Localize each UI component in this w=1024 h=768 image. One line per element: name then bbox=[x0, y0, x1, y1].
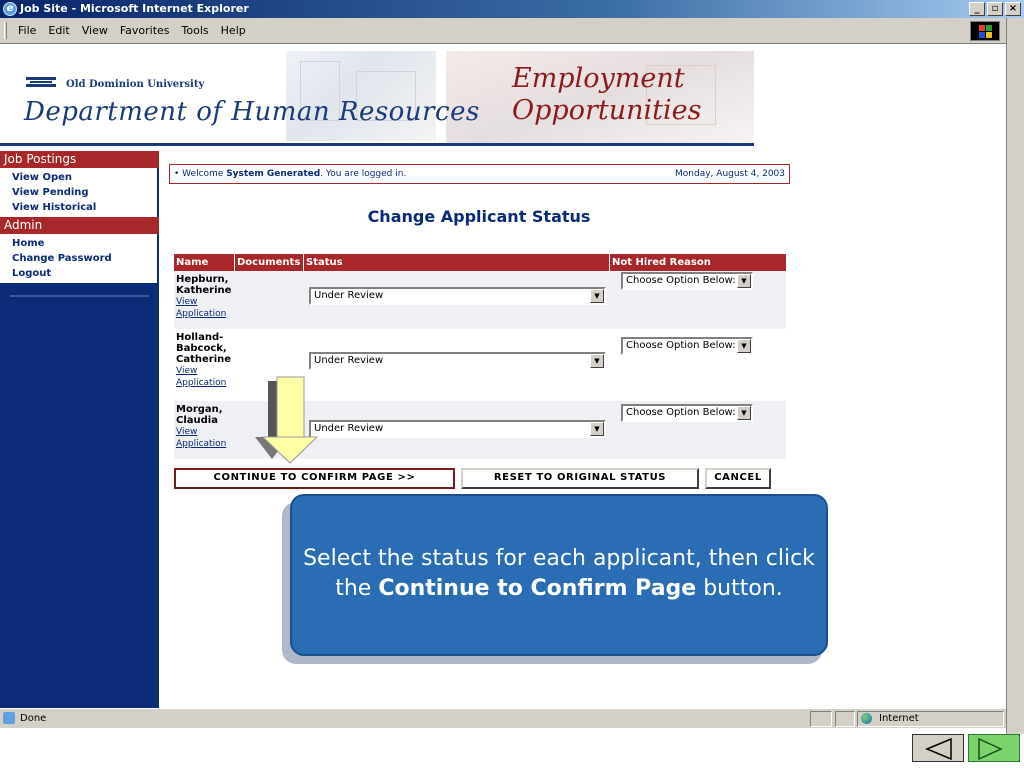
window-right-border bbox=[1006, 18, 1024, 734]
not-hired-reason-select[interactable]: Choose Option Below: ▼ bbox=[621, 404, 753, 422]
sidebar-item-change-password[interactable]: Change Password bbox=[12, 253, 112, 264]
continue-to-confirm-button[interactable]: CONTINUE TO CONFIRM PAGE >> bbox=[174, 468, 455, 489]
restore-button[interactable]: ▫ bbox=[987, 2, 1003, 16]
chevron-down-icon[interactable]: ▼ bbox=[590, 289, 604, 303]
chevron-down-icon[interactable]: ▼ bbox=[590, 354, 604, 368]
menu-file[interactable]: File bbox=[18, 24, 37, 37]
security-zone: Internet bbox=[879, 713, 919, 724]
view-application-link[interactable]: View Application bbox=[176, 297, 227, 319]
left-arrow-icon bbox=[913, 735, 965, 763]
sidebar bbox=[0, 151, 159, 708]
welcome-bar bbox=[169, 164, 790, 184]
department-name: Department of Human Resources bbox=[24, 97, 480, 127]
reset-to-original-status-button[interactable]: RESET TO ORIGINAL STATUS bbox=[461, 468, 699, 489]
next-slide-button[interactable] bbox=[968, 734, 1020, 762]
internet-zone-icon bbox=[861, 713, 872, 724]
chevron-down-icon[interactable]: ▼ bbox=[737, 406, 751, 420]
menu-help[interactable]: Help bbox=[220, 24, 246, 37]
close-button[interactable]: × bbox=[1005, 2, 1021, 16]
university-name: Old Dominion University bbox=[66, 79, 205, 90]
applicant-name: Hepburn, Katherine View Application bbox=[176, 274, 236, 320]
cancel-button[interactable]: CANCEL bbox=[705, 468, 771, 489]
not-hired-reason-select[interactable]: Choose Option Below: ▼ bbox=[621, 272, 753, 290]
not-hired-reason-select[interactable]: Choose Option Below: ▼ bbox=[621, 337, 753, 355]
header-divider bbox=[0, 143, 754, 146]
applicant-name: Holland-Babcock, Catherine View Application bbox=[176, 332, 236, 389]
admin-links bbox=[0, 234, 157, 283]
view-application-link[interactable]: View Application bbox=[176, 427, 227, 449]
minimize-button[interactable]: _ bbox=[969, 2, 985, 16]
view-application-link[interactable]: View Application bbox=[176, 366, 227, 388]
sidebar-item-view-pending[interactable]: View Pending bbox=[12, 187, 89, 198]
sidebar-heading-job-postings: Job Postings bbox=[0, 151, 159, 168]
chevron-down-icon[interactable]: ▼ bbox=[737, 339, 751, 353]
browser-viewport bbox=[0, 45, 1006, 708]
table-row bbox=[174, 271, 786, 329]
sidebar-item-logout[interactable]: Logout bbox=[12, 268, 52, 279]
toolbar-grip[interactable] bbox=[4, 22, 7, 39]
chevron-down-icon[interactable]: ▼ bbox=[737, 274, 751, 288]
sidebar-heading-admin: Admin bbox=[0, 217, 159, 234]
odu-logo-icon bbox=[26, 77, 56, 87]
instruction-callout: Select the status for each applicant, then click the Continue to Confirm Page button. bbox=[290, 494, 828, 656]
welcome-message: • Welcome System Generated. You are logged in. bbox=[174, 169, 407, 179]
status-select[interactable]: Under Review ▼ bbox=[309, 420, 606, 438]
header-photo-left bbox=[286, 51, 436, 141]
status-panel bbox=[810, 711, 832, 727]
window-title: Job Site - Microsoft Internet Explorer bbox=[20, 2, 249, 15]
menu-tools[interactable]: Tools bbox=[181, 24, 209, 37]
sidebar-item-home[interactable]: Home bbox=[12, 238, 45, 249]
menu-bar bbox=[0, 18, 1006, 44]
status-select[interactable]: Under Review ▼ bbox=[309, 287, 606, 305]
previous-slide-button[interactable] bbox=[912, 734, 964, 762]
page-done-icon bbox=[3, 712, 15, 724]
status-select[interactable]: Under Review ▼ bbox=[309, 352, 606, 370]
window-controls bbox=[969, 2, 1021, 16]
title-bar bbox=[0, 0, 1024, 18]
menu-favorites[interactable]: Favorites bbox=[119, 24, 170, 37]
sidebar-item-view-open[interactable]: View Open bbox=[12, 172, 73, 183]
right-arrow-icon bbox=[969, 735, 1015, 763]
menu-edit[interactable]: Edit bbox=[48, 24, 70, 37]
site-header bbox=[0, 45, 1006, 151]
sidebar-item-view-historical[interactable]: View Historical bbox=[12, 202, 97, 213]
table-header bbox=[174, 254, 786, 271]
column-name: Name bbox=[176, 257, 209, 268]
column-status: Status bbox=[306, 257, 343, 268]
chevron-down-icon[interactable]: ▼ bbox=[590, 422, 604, 436]
section-title: Employment Opportunities bbox=[512, 63, 702, 126]
applicant-name: Morgan, Claudia View Application bbox=[176, 404, 236, 450]
windows-logo-icon bbox=[970, 21, 1000, 41]
status-bar bbox=[0, 708, 1006, 728]
sidebar-divider bbox=[10, 295, 149, 297]
page-title: Change Applicant Status bbox=[367, 207, 591, 226]
pointer-arrow-icon bbox=[253, 375, 323, 470]
status-text: Done bbox=[20, 713, 47, 724]
status-panel bbox=[835, 711, 855, 727]
job-postings-links bbox=[0, 168, 157, 217]
ie-icon: e bbox=[3, 2, 17, 16]
column-not-hired-reason: Not Hired Reason bbox=[612, 257, 711, 268]
column-documents: Documents bbox=[237, 257, 301, 268]
menu-view[interactable]: View bbox=[81, 24, 108, 37]
current-date: Monday, August 4, 2003 bbox=[675, 169, 785, 179]
